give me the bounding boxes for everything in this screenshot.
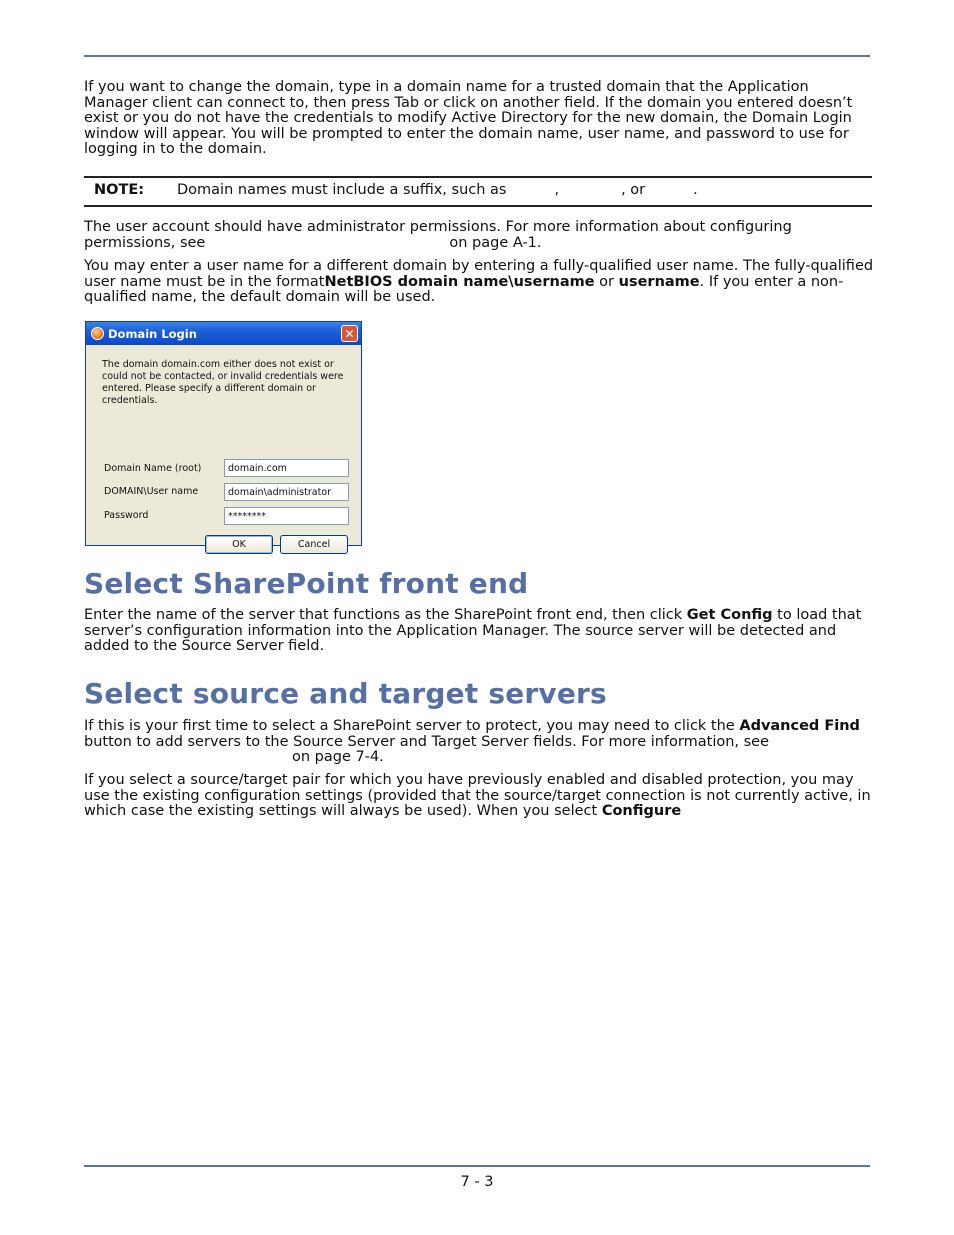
advanced-find-bold: Advanced Find (739, 718, 860, 734)
servers-text-c: on page 7-4. (292, 749, 384, 766)
intro-text: If you want to change the domain, type in a domain name for a trusted domain that the Application Manager client can connect to, then press Tab or click on another field. If the domain you entered doesn’t exist or you do not have the credentials to modify Active Directory for the new domain, the Domain Login window will appear. You will be prompted to enter the domain name, user name, and password to use for logging in to the domain. (84, 79, 853, 158)
username-text-1: You may enter a user name for a different domain by entering a fully-qualified user name. The fully-qualified user name must be in the format (84, 258, 874, 290)
page-number: 7 - 3 (460, 1174, 494, 1190)
note-text-c: , or (621, 182, 646, 198)
note-text-d: . (693, 182, 698, 198)
note-box (84, 176, 872, 207)
note-text-a: Domain names must include a suffix, such as (177, 182, 507, 198)
configure-bold: Configure (601, 803, 682, 820)
dialog-body (86, 345, 361, 550)
dialog-message: The domain domain.com either does not exist or could not be contacted, or invalid credentials were entered. Please specify a different domain or credentials. (102, 359, 344, 406)
servers-text-a: If this is your first time to select a SharePoint server to protect, you may need to click the (84, 718, 740, 734)
section-heading-frontend: Select SharePoint front end (84, 567, 529, 600)
note-label: NOTE: (94, 182, 145, 198)
servers-text-b: button to add servers to the Source Server and Target Server fields. For more information, see (84, 733, 770, 750)
dialog-titlebar (86, 322, 361, 345)
note-text (177, 182, 698, 198)
domain-name-label: Domain Name (root) (104, 463, 202, 474)
servers-paragraph-2 (84, 773, 874, 820)
footer-rule (84, 1165, 870, 1167)
user-name-input[interactable] (224, 483, 349, 501)
username-format-bold: NetBIOS domain name\username (324, 273, 595, 290)
permissions-paragraph (84, 220, 874, 251)
section-heading-servers: Select source and target servers (84, 677, 607, 710)
frontend-paragraph (84, 608, 874, 655)
password-input[interactable] (224, 507, 349, 525)
close-icon[interactable]: ✕ (341, 325, 358, 342)
frontend-text-a: Enter the name of the server that functions as the SharePoint front end, then click (84, 607, 687, 623)
ok-button[interactable]: OK (205, 535, 273, 554)
app-icon (91, 327, 104, 340)
header-rule (84, 55, 870, 57)
get-config-bold: Get Config (686, 607, 773, 623)
frontend-text-b: to load that server’s configuration information into the Application Manager. The source server will be detected and added to the Source Server field. (84, 607, 862, 655)
permissions-line2b: on page A-1. (449, 234, 542, 251)
domain-login-dialog (85, 321, 362, 550)
username-text-2: or (594, 273, 619, 290)
servers-p2-text: If you select a source/target pair for which you have previously enabled and disabled protection, you may use the existing configuration settings (provided that the source/target connection is not currently active, in which case the existing settings will always be used). When you select (84, 772, 871, 820)
dialog-title: Domain Login (108, 327, 197, 341)
permissions-line2a: permissions, see (84, 234, 206, 251)
username-paragraph (84, 259, 874, 306)
username-text-3: . If you enter a non-qualified name, the default domain will be used. (84, 273, 844, 306)
username-bold: username (618, 273, 700, 290)
user-name-label: DOMAIN\User name (104, 486, 199, 497)
servers-paragraph-1 (84, 719, 874, 766)
permissions-line1: The user account should have administrator permissions. For more information about configuring (84, 219, 792, 235)
note-text-b: , (554, 182, 560, 198)
cancel-button[interactable]: Cancel (280, 535, 348, 554)
domain-name-input[interactable] (224, 459, 349, 477)
password-label: Password (104, 510, 149, 521)
intro-paragraph (84, 80, 874, 158)
